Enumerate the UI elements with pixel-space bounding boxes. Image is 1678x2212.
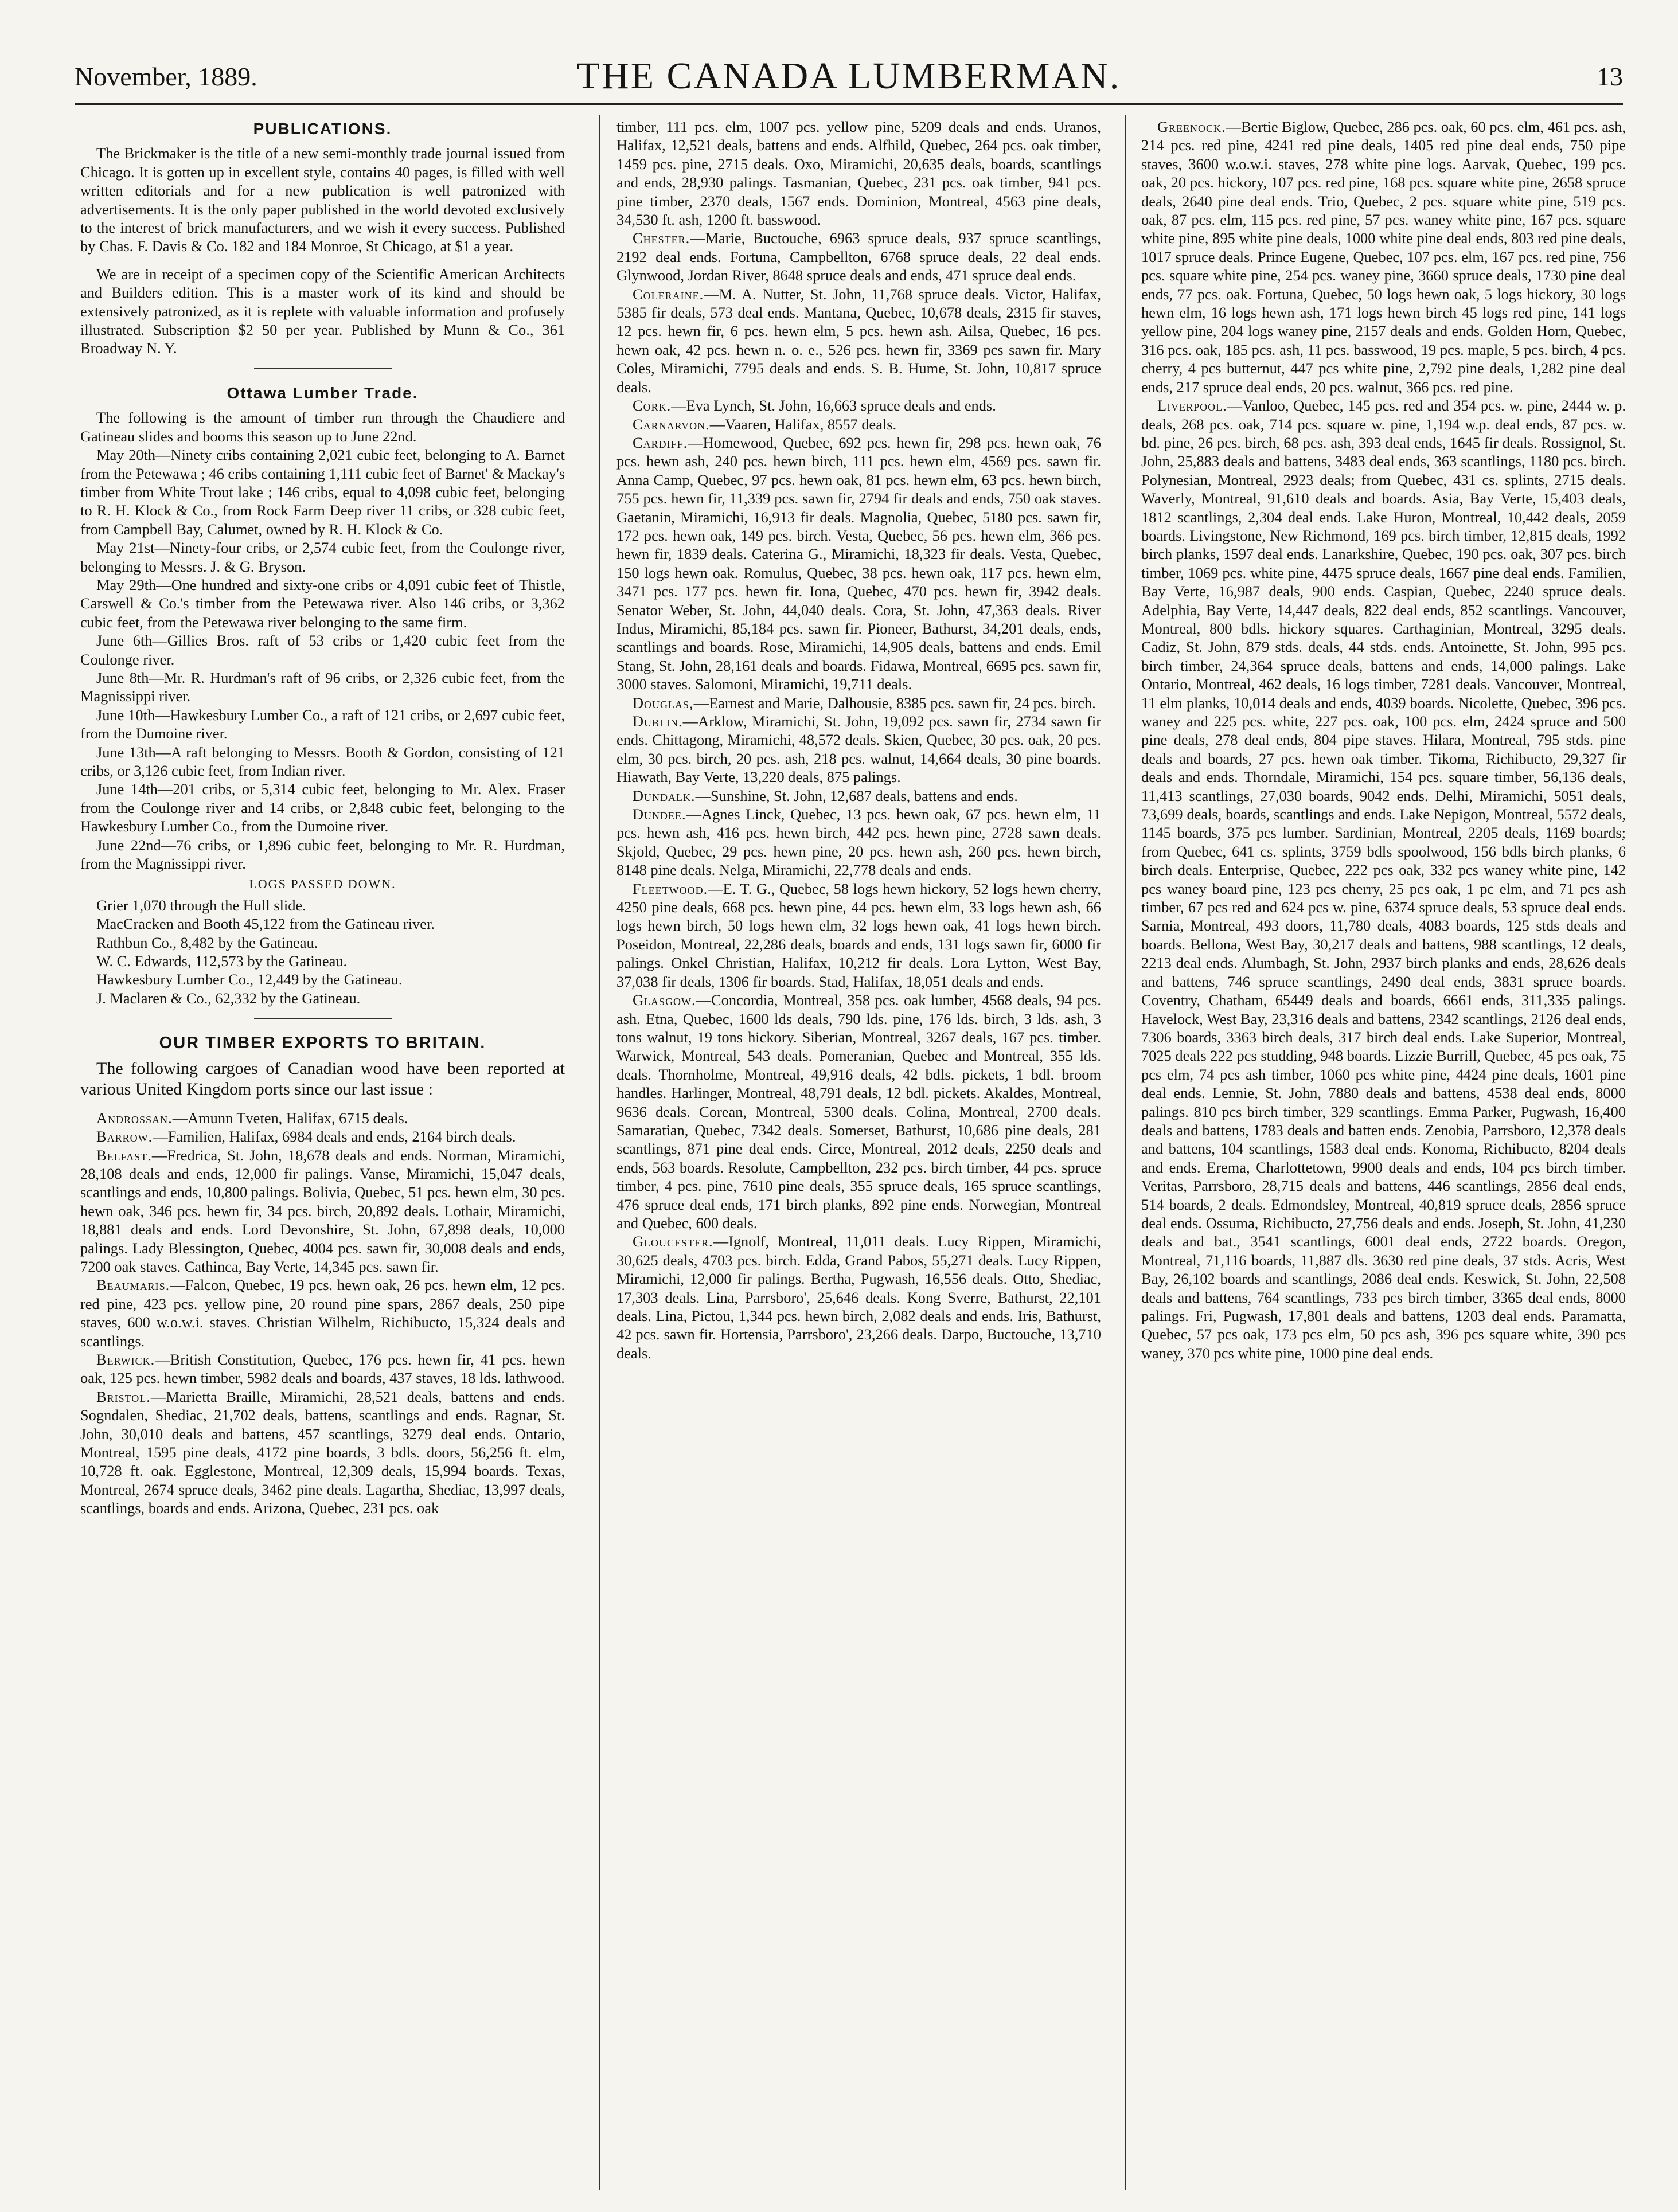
cargo-text: —Fredrica, St. John, 18,678 deals and ends. Norman, Miramichi, 28,108 deals and ends, 12,000 fir palings. Vanse, Miramichi, 15,047 deals, scantlings and ends, 10,800 palings. Bolivia, Quebec, 51 pcs. hewn elm, 30 pcs. hewn oak, 346 pcs. hewn fir, 34 pcs. birch, 20,892 deals. Lothair, Miramichi, 18,881 deals and ends. Lord Devonshire, St. John, 67,898 deals, 10,000 palings. Lady Blessington, Quebec, 4004 pcs. sawn fir, 30,008 deals and ends, 7200 oak staves. Cathinca, Bay Verte, 14,345 pcs. sawn fir. [80, 1146, 565, 1275]
masthead-rule [75, 103, 1623, 105]
publications-paragraph: We are in receipt of a specimen copy of the Scientific American Architects and Builders edition. This is a master work of its kind and should be extensively patronized, as it is replete with valuable information and profusely illustrated. Subscription $2 50 per year. Published by Munn & Co., 361 Broadway N. Y. [80, 265, 565, 357]
port-name: Chester. [633, 229, 690, 247]
port-name: Carnarvon. [633, 415, 710, 433]
cargo-entry [80, 1146, 565, 1276]
log-entry: Hawkesbury Lumber Co., 12,449 by the Gatineau. [96, 971, 403, 988]
cargo-text: —Agnes Linck, Quebec, 13 pcs. hewn oak, 67 pcs. hewn elm, 11 pcs. hewn ash, 416 pcs. hewn birch, 442 pcs. hewn pine, 2728 sawn deals. Skjold, Quebec, 29 pcs. hewn pine, 20 pcs. hewn ash, 260 pcs. hewn birch, 8148 pine deals. Nelga, Miramichi, 22,778 deals and ends. [616, 806, 1101, 879]
cargo-text: —Bertie Biglow, Quebec, 286 pcs. oak, 60 pcs. elm, 461 pcs. ash, 214 pcs. red pine, 4241 red pine deals, 1405 red pine deal ends, 750 pipe staves, 3600 w.o.w.i. staves, 278 white pine logs. Aarvak, Quebec, 199 pcs. oak, 20 pcs. hickory, 107 pcs. red pine, 168 pcs. square white pine, 2658 spruce deals, 2640 pine deal ends. Trio, Quebec, 2 pcs. square white pine, 519 pcs. oak, 87 pcs. elm, 115 pcs. red pine, 57 pcs. waney white pine, 167 pcs. square white pine, 895 white pine deals, 1000 white pine deal ends, 803 red pine deals, 1017 spruce deals. Prince Eugene, Quebec, 107 pcs. elm, 167 pcs. red pine, 756 pcs. square white pine, 254 pcs. waney pine, 3660 spruce deals, 1730 pine deal ends, 77 pcs. oak. Fortuna, Quebec, 50 logs hewn oak, 5 logs hickory, 30 logs hewn elm, 16 logs hewn ash, 171 logs hewn birch 45 logs red pine, 141 logs yellow pine, 204 logs waney pine, 2157 deals and ends. Golden Horn, Quebec, 316 pcs. oak, 185 pcs. ash, 11 pcs. basswood, 19 pcs. maple, 5 pcs. birch, 4 pcs. cherry, 4 pcs butternut, 447 pcs white pine, 2,792 pine deals, 1,282 pine deal ends, 217 spruce deal ends, 20 pcs. walnut, 366 pcs. red pine. [1141, 118, 1626, 396]
ottawa-paragraphs [80, 408, 565, 873]
masthead [75, 54, 1623, 106]
cargo-text: —Eva Lynch, St. John, 16,663 spruce deals and ends. [671, 397, 996, 415]
cargo-entry [616, 396, 1101, 415]
cargo-text: —E. T. G., Quebec, 58 logs hewn hickory, 52 logs hewn cherry, 4250 pine deals, 668 pcs. hewn pine, 44 pcs. hewn elm, 33 logs hewn ash, 66 logs hewn birch, 50 logs hewn elm, 32 logs hewn oak, 41 logs hewn birch. Poseidon, Montreal, 22,286 deals, boards and ends, 131 logs sawn fir, 6000 fir palings. Onkel Christian, Halifax, 10,212 fir deals. Lora Lytton, West Bay, 37,038 fir deals, 1306 fir boards. Stad, Halifax, 18,051 deals and ends. [616, 880, 1101, 990]
cargo-text: —Vaaren, Halifax, 8557 deals. [709, 415, 897, 433]
cargo-text: —Concordia, Montreal, 358 pcs. oak lumber, 4568 deals, 94 pcs. ash. Etna, Quebec, 1600 lds deals, 790 lds. pine, 176 lds. birch, 3 lds. ash, 3 tons walnut, 19 tons hickory. Siberian, Montreal, 3267 deals, 167 pcs. timber. Warwick, Montreal, 543 deals. Pomeranian, Quebec and Montreal, 355 lds. deals. Thornholme, Montreal, 49,916 deals, 42 bdls. pickets, 1 bdl. broom handles. Harlinger, Montreal, 48,791 deals, 12 bdl. pickets. Akaldes, Montreal, 9636 deals. Corean, Montreal, 5300 deals. Colina, Montreal, 2700 deals. Samaratian, Quebec, 7342 deals. Somerset, Bathurst, 10,686 pine deals, 281 scantlings, 871 pine deal ends. Circe, Montreal, 2012 deals, 2250 deals and ends, 563 boards. Resolute, Campbellton, 232 pcs. birch timber, 44 pcs. spruce timber, 4 pcs. pine, 7610 pine deals, 355 spruce deals, 165 spruce scantlings, 476 spruce deal ends, 171 birch planks, 892 pine ends. Norwegian, Montreal and Quebec, 600 deals. [616, 991, 1101, 1232]
column-rule [1125, 115, 1126, 2190]
cargo-text: —Earnest and Marie, Dalhousie, 8385 pcs. sawn fir, 24 pcs. birch. [693, 694, 1096, 712]
ottawa-paragraph: June 6th—Gillies Bros. raft of 53 cribs or 1,420 cubic feet from the Coulonge river. [80, 632, 565, 668]
log-entry: Rathbun Co., 8,482 by the Gatineau. [96, 933, 318, 951]
cargo-entry [80, 1109, 565, 1127]
port-name: Dundalk. [633, 787, 696, 804]
port-name: Bristol. [96, 1388, 151, 1405]
port-name: Fleetwood. [633, 880, 708, 897]
port-name: Berwick. [96, 1350, 155, 1368]
publications-paragraph: The Brickmaker is the title of a new semi-monthly trade journal issued from Chicago. It is gotten up in excellent style, contains 40 pages, is filled with well written editorials and for a new publication is well patronized with advertisements. It is the only paper published in the world devoted exclusively to the interest of brick manufacturers, and we wish it every success. Published by Chas. F. Davis & Co. 182 and 184 Monroe, St Chicago, at $1 a year. [80, 144, 565, 255]
newspaper-title: THE CANADA LUMBERMAN. [576, 55, 1121, 97]
port-name: Glasgow. [633, 991, 696, 1009]
cargo-text: —British Constitution, Quebec, 176 pcs. hewn fir, 41 pcs. hewn oak, 125 pcs. hewn timber, 5982 deals and boards, 437 staves, 18 lds. lathwood. [80, 1350, 565, 1387]
cargo-entry [80, 1276, 565, 1350]
ottawa-paragraph: May 20th—Ninety cribs containing 2,021 cubic feet, belonging to A. Barnet from the Petewawa ; 46 cribs containing 1,111 cubic feet of Barnet' & Mackay's timber from White Trout lake ; 146 cribs, equal to 4,098 cubic feet, belonging to R. H. Klock & Co., from Rock Farm Deep river 11 cribs, or 328 cubic feet, from Campbell Bay, Calumet, owned by R. H. Klock & Co. [80, 446, 565, 538]
cargo-entry [1141, 396, 1626, 1362]
cargo-text: —Falcon, Quebec, 19 pcs. hewn oak, 26 pcs. hewn elm, 12 pcs. red pine, 423 pcs. yellow pine, 20 round pine spars, 2867 deals, 250 pipe staves, 600 w.o.w.i. staves. Christian Wilhelm, Richibucto, 15,324 deals and scantlings. [80, 1276, 565, 1350]
ottawa-paragraph: May 29th—One hundred and sixty-one cribs or 4,091 cubic feet of Thistle, Carswell & Co.'s timber from the Petewawa river. Also 146 cribs, or 3,362 cubic feet, from the Petewawa river belonging to the same firm. [80, 576, 565, 631]
exports-entries [80, 1109, 565, 1518]
cargo-entry [1141, 118, 1626, 396]
cargo-entry [616, 1232, 1101, 1362]
port-name: Gloucester. [633, 1233, 713, 1250]
port-name: Coleraine. [633, 285, 704, 303]
cargo-entry [616, 991, 1101, 1232]
cargo-entry [616, 805, 1101, 880]
port-name: Greenock. [1157, 118, 1226, 135]
cargo-text: —Marie, Buctouche, 6963 spruce deals, 937 spruce scantlings, 2192 deal ends. Fortuna, Campbellton, 6768 spruce deals, 22 deal ends. Glynwood, Jordan River, 8648 spruce deals and ends, 471 spruce deal ends. [616, 229, 1101, 284]
port-name: Barrow. [96, 1128, 153, 1146]
cargo-text: —Marietta Braille, Miramichi, 28,521 deals, battens and ends. Sogndalen, Shediac, 21,702 deals, battens, scantlings and ends. Ragnar, St. John, 30,010 deals and battens, 457 scantlings, 3279 deal ends. Ontario, Montreal, 1595 pine deals, 4172 pine boards, 3 bdls. doors, 56,256 ft. elm, 10,728 ft. oak. Egglestone, Montreal, 12,309 deals, 15,994 boards. Texas, Montreal, 2674 spruce deals, 3462 pine deals. Lagartha, Shediac, 13,997 deals, scantlings, boards and ends. Arizona, Quebec, 231 pcs. oak [80, 1388, 565, 1517]
section-divider [254, 1018, 392, 1019]
cargo-text: —Homewood, Quebec, 692 pcs. hewn fir, 298 pcs. hewn oak, 76 pcs. hewn ash, 240 pcs. hewn birch, 111 pcs. hewn elm, 4569 pcs. sawn fir. Anna Camp, Quebec, 97 pcs. hewn oak, 81 pcs. hewn elm, 63 pcs. hewn birch, 755 pcs. hewn fir, 11,339 pcs. sawn fir, 2794 fir deals and ends, 750 oak staves. Gaetanin, Miramichi, 16,913 fir deals. Magnolia, Quebec, 5180 pcs. sawn fir, 172 pcs. hewn oak, 149 pcs. birch. Vesta, Quebec, 56 pcs. hewn elm, 366 pcs. hewn fir, 1839 deals. Caterina G., Miramichi, 18,323 fir deals. Vesta, Quebec, 150 logs hewn oak. Romulus, Quebec, 38 pcs. hewn oak, 117 pcs. hewn elm, 3471 pcs. 177 pcs. hewn fir. Iona, Quebec, 470 pcs. hewn fir, 3942 deals. Senator Weber, St. John, 44,040 deals. Cora, St. John, 47,363 deals. River Indus, Miramichi, 85,184 pcs. sawn fir. Pioneer, Bathurst, 34,201 deals, ends, scantlings and boards. Rose, Miramichi, 14,905 deals, battens and ends. Emil Stang, St. John, 28,161 deals and boards. Fidawa, Montreal, 6695 pcs. sawn fir, 3000 staves. Salomoni, Miramichi, 19,711 deals. [616, 433, 1101, 693]
port-name: Cork. [633, 397, 672, 415]
ottawa-paragraph: June 8th—Mr. R. Hurdman's raft of 96 cribs, or 2,326 cubic feet, from the Magnissippi river. [80, 669, 565, 705]
exports-entries [616, 118, 1101, 1362]
cargo-text: —Arklow, Miramichi, St. John, 19,092 pcs. sawn fir, 2734 sawn fir ends. Chittagong, Miramichi, 48,572 deals. Skien, Quebec, 30 pcs. oak, 20 pcs. elm, 30 pcs. birch, 20 pcs. ash, 218 pcs. walnut, 14,664 deals, 30 pine boards. Hiawath, Bay Verte, 13,220 deals, 875 palings. [616, 713, 1101, 786]
cargo-entry [616, 694, 1101, 712]
log-entry: W. C. Edwards, 112,573 by the Gatineau. [96, 952, 348, 970]
port-name: Cardiff. [633, 433, 688, 451]
port-name: Beaumaris. [96, 1276, 170, 1294]
port-name: Dublin. [633, 713, 683, 730]
port-name: Androssan. [96, 1109, 173, 1127]
cargo-entry [616, 285, 1101, 396]
cargo-entry [616, 787, 1101, 805]
exports-intro: The following cargoes of Canadian wood have been reported at various United Kingdom ports since our last issue : [80, 1058, 565, 1099]
cargo-entry [616, 118, 1101, 229]
cargo-entry [616, 712, 1101, 787]
port-name: Douglas, [633, 694, 694, 712]
publications-heading: PUBLICATIONS. [253, 120, 392, 138]
cargo-text: —Vanloo, Quebec, 145 pcs. red and 354 pcs. w. pine, 2444 w. p. deals, 268 pcs. oak, 714 pcs. square w. pine, 1,194 w.p. deal ends, 87 pcs. w. bd. pine, 26 pcs. birch, 68 pcs. ash, 393 deal ends, 1645 fir deals. Rossignol, St. John, 25,883 deals and battens, 3483 deal ends, 363 scantlings, 1180 pcs. birch. Polynesian, Montreal, 2923 deals; from Quebec, 431 cs. splints, 2715 deals. Waverly, Montreal, 91,610 deals and boards. Asia, Bay Verte, 15,403 deals, 1812 scantlings, 2,304 deal ends. Lake Huron, Montreal, 10,442 deals, 2059 boards. Livingstone, New Richmond, 169 pcs. birch timber, 12,815 deals, 1992 birch planks, 1597 deal ends. Lanarkshire, Quebec, 190 pcs. oak, 307 pcs. birch timber, 1069 pcs. white pine, 4475 spruce deals, 1667 pine deal ends. Familien, Bay Verte, 16,987 deals, 900 ends. Caspian, Quebec, 2240 spruce deals. Adelphia, Bay Verte, 14,447 deals, 822 deal ends, 852 scantlings. Vancouver, Montreal, 800 bdls. hickory squares. Carthaginian, Montreal, 3295 deals. Cadiz, St. John, 879 stds. deals, 44 stds. ends. Antoinette, St. John, 995 pcs. birch timber, 24,364 spruce deals, battens and ends, 14,000 palings. Lake Ontario, Montreal, 462 deals, 16 logs timber, 7281 deals. Vancouver, Montreal, 11 elm planks, 10,014 deals and ends, 4039 boards. Nicolette, Quebec, 396 pcs. waney and 225 pcs. white, 227 pcs. oak, 100 pcs. elm, 2424 spruce and 500 pine deals, 278 deal ends, 804 pipe staves. Hilara, Montreal, 795 stds. pine deals and boards, 27 pcs. hewn oak timber. Tikoma, Richibucto, 29,327 fir deals and ends. Thorndale, Miramichi, 154 pcs. square timber, 56,136 deals, 11,413 scantlings, 27,030 boards, 9042 ends. Delhi, Miramichi, 5051 deals, 73,699 deals, boards, scantlings and ends. Lake Nepigon, Montreal, 5572 deals, 1145 boards, 375 pcs lumber. Sardinian, Montreal, 2205 deals, 1169 boards; from Quebec, 641 cs. splints, 3759 bdls spoolwood, 156 bdls birch planks, 6 birch deals. Enterprise, Quebec, 222 pcs oak, 332 pcs waney white pine, 142 pcs waney board pine, 123 pcs cherry, 25 pcs oak, 1 pc elm, and 71 pcs ash timber, 67 pcs red and 624 pcs w. pine, 6374 spruce deals, 53 spruce deal ends. Sarnia, Montreal, 493 doors, 11,780 deals, 4083 boards, 125 stds deals and boards. Bellona, West Bay, 30,217 deals and battens, 988 scantlings, 12 deals, 2213 deal ends. Alumbagh, St. John, 2937 birch planks and ends, 28,626 deals and battens, 746 spruce scantlings, 2490 deal ends, 3831 spruce boards. Coventry, Chatham, 65449 deals and boards, 6661 ends, 311,335 palings. Havelock, West Bay, 23,316 deals and battens, 2342 scantlings, 2126 deal ends, 7306 boards, 3363 birch deals, 317 birch deal ends. Lake Superior, Montreal, 7025 deals 222 pcs studding, 948 boards. Lizzie Burrill, Quebec, 45 pcs oak, 75 pcs elm, 74 pcs ash timber, 1060 pcs white pine, 4424 pine deals, 1601 pine deal ends. Lennie, St. John, 7880 deals and battens, 4538 deal ends, 8000 palings. 810 pcs birch timber, 329 scantlings. Emma Parker, Pugwash, 16,400 deals and battens, 1783 deals and batten ends. Zenobia, Parrsboro, 12,378 deals and battens, 104 scantlings, 1583 deal ends. Konoma, Richibucto, 8204 deals and ends. Erema, Charlottetown, 9900 deals and ends, 104 pcs birch timber. Veritas, Parrsboro, 28,715 deals and battens, 446 scantlings, 2856 deal ends, 514 boards, 2 deals. Edmondsley, Montreal, 40,819 spruce deals, 2856 spruce deal ends. Ossuma, Richibucto, 27,756 deals and ends. Joseph, St. John, 41,230 deals and bat., 3541 scantlings, 6001 deal ends, 2722 boards. Oregon, Montreal, 71,116 boards, 11,887 dls. 3630 red pine deals, 37 stds. Acris, West Bay, 26,102 boards and scantlings, 2086 deal ends. Keswick, St. John, 22,508 deals and battens, 764 scantlings, 733 pcs birch timber, 3365 deal ends, 8000 palings. Fri, Pugwash, 17,801 deals and battens, 1203 deal ends. Paramatta, Quebec, 57 pcs oak, 173 pcs elm, 50 pcs ash, 396 pcs square white, 390 pcs waney, 370 pcs white pine, 1000 pine deal ends. [1141, 397, 1626, 1362]
port-name: Liverpool. [1157, 397, 1227, 415]
page-number: 13 [1597, 62, 1623, 91]
cargo-text: —Familien, Halifax, 6984 deals and ends, 2164 birch deals. [153, 1128, 516, 1146]
section-divider [254, 368, 392, 369]
cargo-entry [80, 1127, 565, 1146]
cargo-text: timber, 111 pcs. elm, 1007 pcs. yellow pine, 5209 deals and ends. Uranos, Halifax, 12,521 deals, battens and ends. Alfhild, Quebec, 264 pcs. oak timber, 1459 pcs. pine, 2715 deals. Oxo, Miramichi, 20,635 deals, boards, scantlings and ends, 28,930 palings. Tasmanian, Quebec, 231 pcs. oak timber, 941 pcs. pine timber, 2370 deals, 1567 ends. Dominion, Montreal, 4563 pine deals, 34,530 ft. ash, 1200 ft. basswood. [616, 118, 1101, 229]
column-3 [1141, 118, 1626, 1362]
log-entry: J. Maclaren & Co., 62,332 by the Gatineau. [96, 989, 361, 1007]
ottawa-paragraph: June 13th—A raft belonging to Messrs. Booth & Gordon, consisting of 121 cribs, or 3,126 cubic feet, from Indian river. [80, 743, 565, 779]
column-1 [80, 118, 565, 1518]
cargo-entry [616, 229, 1101, 284]
ottawa-paragraph: June 22nd—76 cribs, or 1,896 cubic feet, belonging to Mr. R. Hurdman, from the Magnissippi river. [80, 836, 565, 873]
issue-date: November, 1889. [75, 62, 257, 91]
log-entry: Grier 1,070 through the Hull slide. [96, 896, 306, 914]
cargo-text: —Sunshine, St. John, 12,687 deals, battens and ends. [695, 787, 1018, 804]
port-name: Dundee. [633, 806, 686, 823]
column-2 [616, 118, 1101, 1362]
cargo-entry [80, 1388, 565, 1518]
cargo-text: —Amunn Tveten, Halifax, 6715 deals. [172, 1109, 408, 1127]
cargo-entry [80, 1350, 565, 1388]
cargo-text: —Ignolf, Montreal, 11,011 deals. Lucy Rippen, Miramichi, 30,625 deals, 4703 pcs. birch. Edda, Grand Pabos, 55,271 deals. Lucy Rippen, Miramichi, 12,000 fir palings. Bertha, Pugwash, 16,556 deals. Otto, Shediac, 17,303 deals. Lina, Parrsboro', 25,646 deals. Kong Sverre, Bathurst, 22,101 deals. Lina, Pictou, 1,344 pcs. hewn birch, 2,082 deals and ends. Iris, Bathurst, 42 pcs. sawn fir. Hortensia, Parrsboro', 23,266 deals. Darpo, Buctouche, 13,710 deals. [616, 1233, 1101, 1362]
column-rule [599, 115, 600, 2190]
cargo-text: —M. A. Nutter, St. John, 11,768 spruce deals. Victor, Halifax, 5385 fir deals, 573 deal ends. Mantana, Quebec, 10,678 deals, 2315 fir staves, 12 pcs. hewn fir, 6 pcs. hewn elm, 5 pcs. hewn ash. Ailsa, Quebec, 16 pcs. hewn oak, 42 pcs. hewn n. o. e., 526 pcs. hewn fir, 3369 pcs sawn fir. Mary Coles, Miramichi, 7795 deals and ends. S. B. Hume, St. John, 10,817 spruce deals. [616, 285, 1101, 396]
ottawa-paragraph: June 14th—201 cribs, or 5,314 cubic feet, belonging to Mr. Alex. Fraser from the Coulonge river and 14 cribs, or 2,848 cubic feet, belonging to the Hawkesbury Lumber Co., from the Dumoine river. [80, 780, 565, 835]
logs-list [80, 896, 565, 1007]
port-name: Belfast. [96, 1146, 152, 1164]
cargo-entry [616, 880, 1101, 991]
ottawa-paragraph: June 10th—Hawkesbury Lumber Co., a raft of 121 cribs, or 2,697 cubic feet, from the Dumoine river. [80, 706, 565, 742]
log-entry: MacCracken and Booth 45,122 from the Gatineau river. [96, 915, 435, 933]
cargo-entry [616, 415, 1101, 433]
ottawa-paragraph: May 21st—Ninety-four cribs, or 2,574 cubic feet, from the Coulonge river, belonging to Messrs. J. & G. Bryson. [80, 539, 565, 575]
ottawa-heading: Ottawa Lumber Trade. [227, 384, 419, 402]
cargo-entry [616, 433, 1101, 694]
logs-heading: LOGS PASSED DOWN. [249, 877, 396, 892]
ottawa-paragraph: The following is the amount of timber run through the Chaudiere and Gatineau slides and booms this season up to June 22nd. [80, 409, 565, 445]
exports-heading: OUR TIMBER EXPORTS TO BRITAIN. [159, 1034, 486, 1053]
exports-entries [1141, 118, 1626, 1362]
